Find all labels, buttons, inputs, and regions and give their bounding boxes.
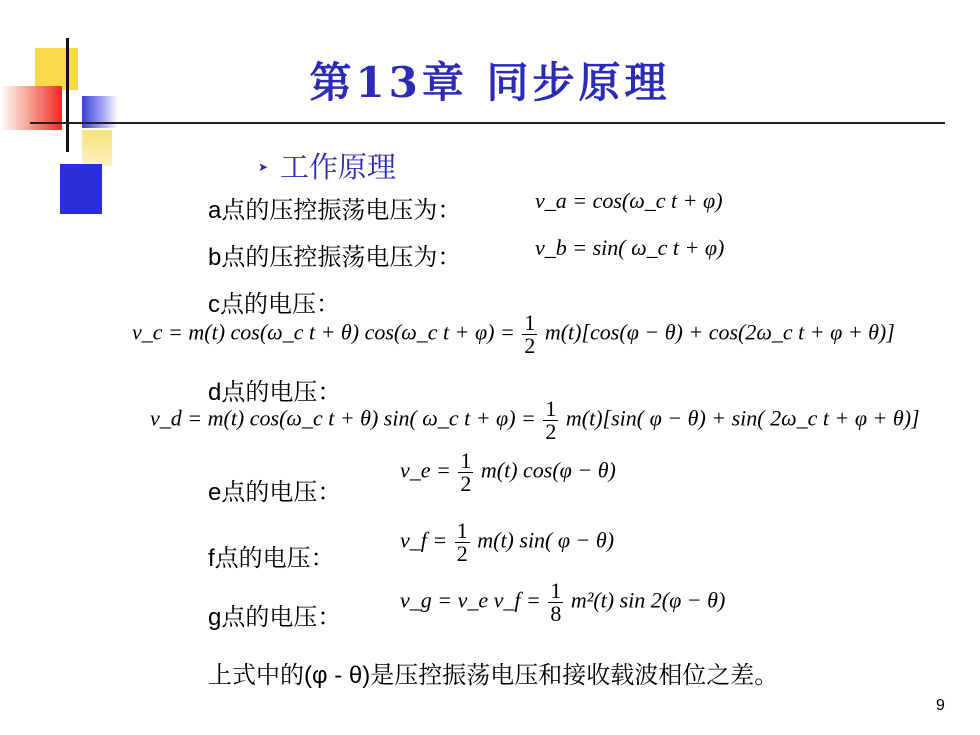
fraction-numerator: 1	[524, 310, 536, 335]
label-point-f: f点的电压：	[208, 545, 335, 572]
label-point-b: b点的压控振荡电压为：	[208, 244, 462, 271]
equation-c-lhs: v_c = m(t) cos(ω_c t + θ) cos(ω_c t + φ) =	[132, 319, 515, 345]
equation-f-rhs: m(t) sin( φ − θ)	[477, 527, 615, 553]
fraction-denominator: 2	[460, 471, 472, 496]
fraction-denominator: 2	[524, 333, 536, 358]
slide-title: 第13章 同步原理	[309, 58, 671, 107]
equation-b: v_b = sin( ω_c t + φ)	[535, 235, 725, 260]
fraction-half	[522, 312, 537, 357]
equation-f-lhs: v_f =	[400, 527, 448, 553]
equation-a: v_a = cos(ω_c t + φ)	[535, 188, 723, 213]
equation-g	[400, 580, 725, 625]
equation-c-rhs: m(t)[cos(φ − θ) + cos(2ω_c t + φ + θ)]	[544, 319, 895, 345]
fraction-eighth	[548, 580, 563, 625]
label-point-a: a点的压控振荡电压为：	[208, 197, 462, 224]
section-heading: 工作原理	[280, 152, 397, 184]
arrow-bullet-icon: ➤	[258, 160, 269, 174]
fraction-half	[543, 398, 558, 443]
label-point-g: g点的电压：	[208, 604, 342, 631]
fraction-denominator: 2	[456, 541, 468, 566]
phase-difference-note: 上式中的(φ - θ)是压控振荡电压和接收载波相位之差。	[208, 662, 779, 689]
equation-e-rhs: m(t) cos(φ − θ)	[480, 457, 616, 483]
fraction-denominator: 2	[545, 419, 557, 444]
equation-f	[400, 520, 614, 565]
fraction-denominator: 8	[550, 601, 562, 626]
fraction-half	[455, 520, 470, 565]
equation-c	[132, 312, 895, 357]
page-number: 9	[936, 697, 945, 714]
label-point-d: d点的电压：	[208, 379, 342, 406]
equation-g-rhs: m²(t) sin 2(φ − θ)	[570, 587, 726, 613]
title-divider	[30, 122, 945, 124]
equation-e-lhs: v_e =	[400, 457, 451, 483]
label-point-c: c点的电压：	[208, 291, 340, 318]
fraction-numerator: 1	[456, 518, 468, 543]
decor-blue-square	[60, 164, 102, 214]
equation-e	[400, 450, 616, 495]
equation-d-lhs: v_d = m(t) cos(ω_c t + θ) sin( ω_c t + φ) =	[150, 405, 536, 431]
decor-lightyellow-square	[82, 130, 112, 166]
fraction-numerator: 1	[550, 578, 562, 603]
fraction-numerator: 1	[545, 396, 557, 421]
equation-d-rhs: m(t)[sin( φ − θ) + sin( 2ω_c t + φ + θ)]	[565, 405, 920, 431]
equation-g-lhs: v_g = v_e v_f =	[400, 587, 541, 613]
fraction-half	[458, 450, 473, 495]
equation-d	[150, 398, 920, 443]
fraction-numerator: 1	[460, 448, 472, 473]
label-point-e: e点的电压：	[208, 479, 342, 506]
